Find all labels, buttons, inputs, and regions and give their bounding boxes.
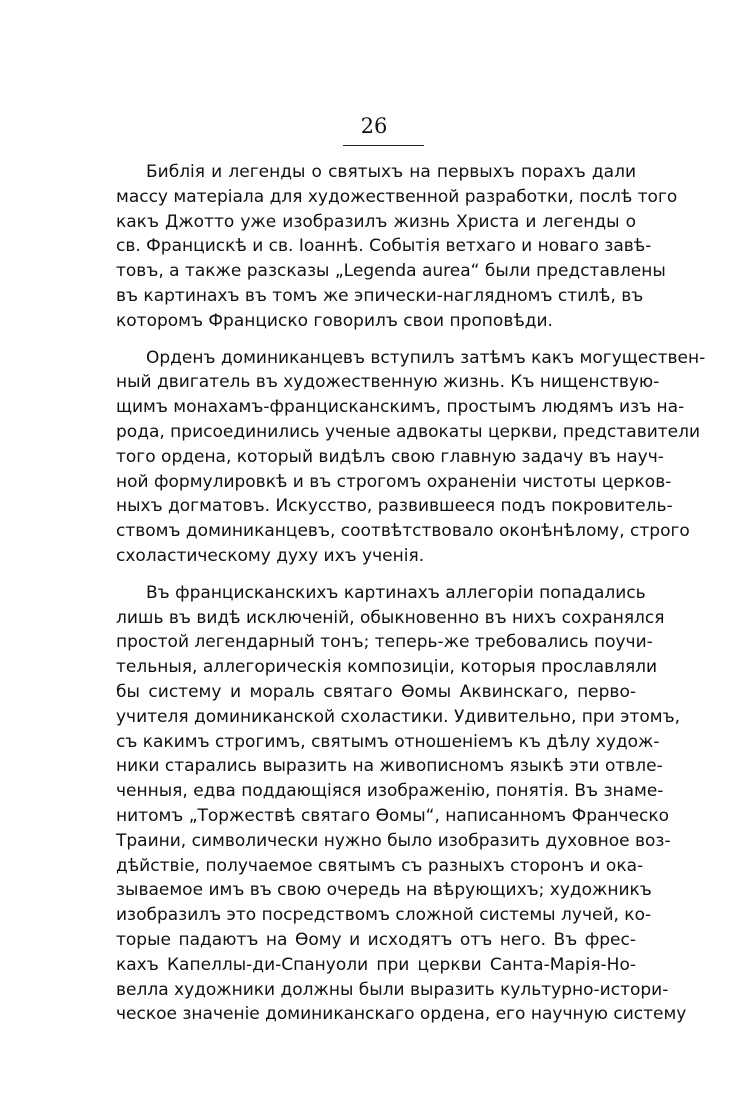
paragraph-2: [116, 346, 706, 569]
text-line: зываемое имъ въ свою очередь на вѣрующихъ; художникъ: [116, 880, 652, 901]
text-line: тельныя, аллегорическія композиціи, которыя прославляли: [116, 657, 658, 678]
text-line: ческое значеніе доминиканскаго ордена, его научную систему: [116, 1004, 687, 1025]
paragraph-3: [116, 581, 687, 1027]
text-line: Орденъ доминиканцевъ вступилъ затѣмъ какъ могуществен-: [146, 347, 706, 368]
text-line: ный двигатель въ художественную жизнь. Къ нищенствую-: [116, 372, 660, 393]
text-line: которомъ Франциско говорилъ свои проповѣди.: [116, 310, 553, 331]
text-line: кахъ Капеллы-ди-Спануоли при церкви Санта-Марія-Но-: [116, 954, 636, 975]
text-line: лишь въ видѣ исключеній, обыкновенно въ нихъ сохранялся: [116, 607, 665, 628]
text-line: Библія и легенды о святыхъ на первыхъ порахъ дали: [146, 162, 636, 182]
text-line: нитомъ „Торжествѣ святаго Ѳомы“, написанномъ Франческо: [116, 805, 670, 826]
text-line: изобразилъ это посредствомъ сложной системы лучей, ко-: [116, 905, 652, 926]
text-line: велла художники должны были выразить культурно-истори-: [116, 979, 669, 1000]
text-line: съ какимъ строгимъ, святымъ отношеніемъ къ дѣлу худож-: [116, 731, 660, 752]
text-line: ченныя, едва поддающіяся изображенію, понятія. Въ знаме-: [116, 781, 664, 802]
paragraph-1: [116, 160, 678, 334]
text-line: дѣйствіе, получаемое святымъ съ разныхъ сторонъ и ока-: [116, 855, 644, 876]
text-line: схоластическому духу ихъ ученія.: [116, 545, 425, 566]
text-line: рода, присоединились ученые адвокаты церкви, представители: [116, 421, 701, 442]
text-line: учителя доминиканской схоластики. Удивительно, при этомъ,: [116, 706, 681, 727]
page-number-rule: [343, 145, 424, 146]
page-number: 26: [360, 114, 388, 138]
text-line: ники старались выразить на живописномъ языкѣ эти отвле-: [116, 756, 663, 777]
text-line: ныхъ догматовъ. Искусство, развившееся подъ покровитель-: [116, 496, 673, 517]
text-line: Траини, символически нужно было изобразить духовное воз-: [116, 830, 671, 851]
text-line: Въ францисканскихъ картинахъ аллегоріи попадались: [146, 582, 646, 603]
text-line: товъ, а также разсказы „Legenda aurea“ были представлены: [116, 261, 666, 282]
body-text: [116, 160, 706, 1039]
text-line: св. Францискѣ и св. Іоаннѣ. Событія ветхаго и новаго завѣ-: [116, 236, 652, 257]
text-line: щимъ монахамъ-францисканскимъ, простымъ людямъ изъ на-: [116, 397, 685, 418]
text-line: простой легендарный тонъ; теперь-же требовались поучи-: [116, 632, 653, 653]
text-line: торые падаютъ на Ѳому и исходятъ отъ него. Въ фрес-: [116, 929, 636, 950]
text-line: въ картинахъ въ томъ же эпически-наглядномъ стилѣ, въ: [116, 285, 644, 306]
text-line: какъ Джотто уже изобразилъ жизнь Христа и легенды о: [116, 211, 636, 232]
text-line: ствомъ доминиканцевъ, соотвѣтствовало оконѣнѣлому, строго: [116, 521, 690, 542]
text-line: массу матеріала для художественной разработки, послѣ того: [116, 186, 678, 207]
text-line: бы систему и мораль святаго Ѳомы Аквинскаго, перво-: [116, 681, 636, 702]
text-line: ной формулировкѣ и въ строгомъ охраненіи чистоты церков-: [116, 471, 672, 492]
text-line: того ордена, который видѣлъ свою главную задачу въ науч-: [116, 446, 664, 467]
